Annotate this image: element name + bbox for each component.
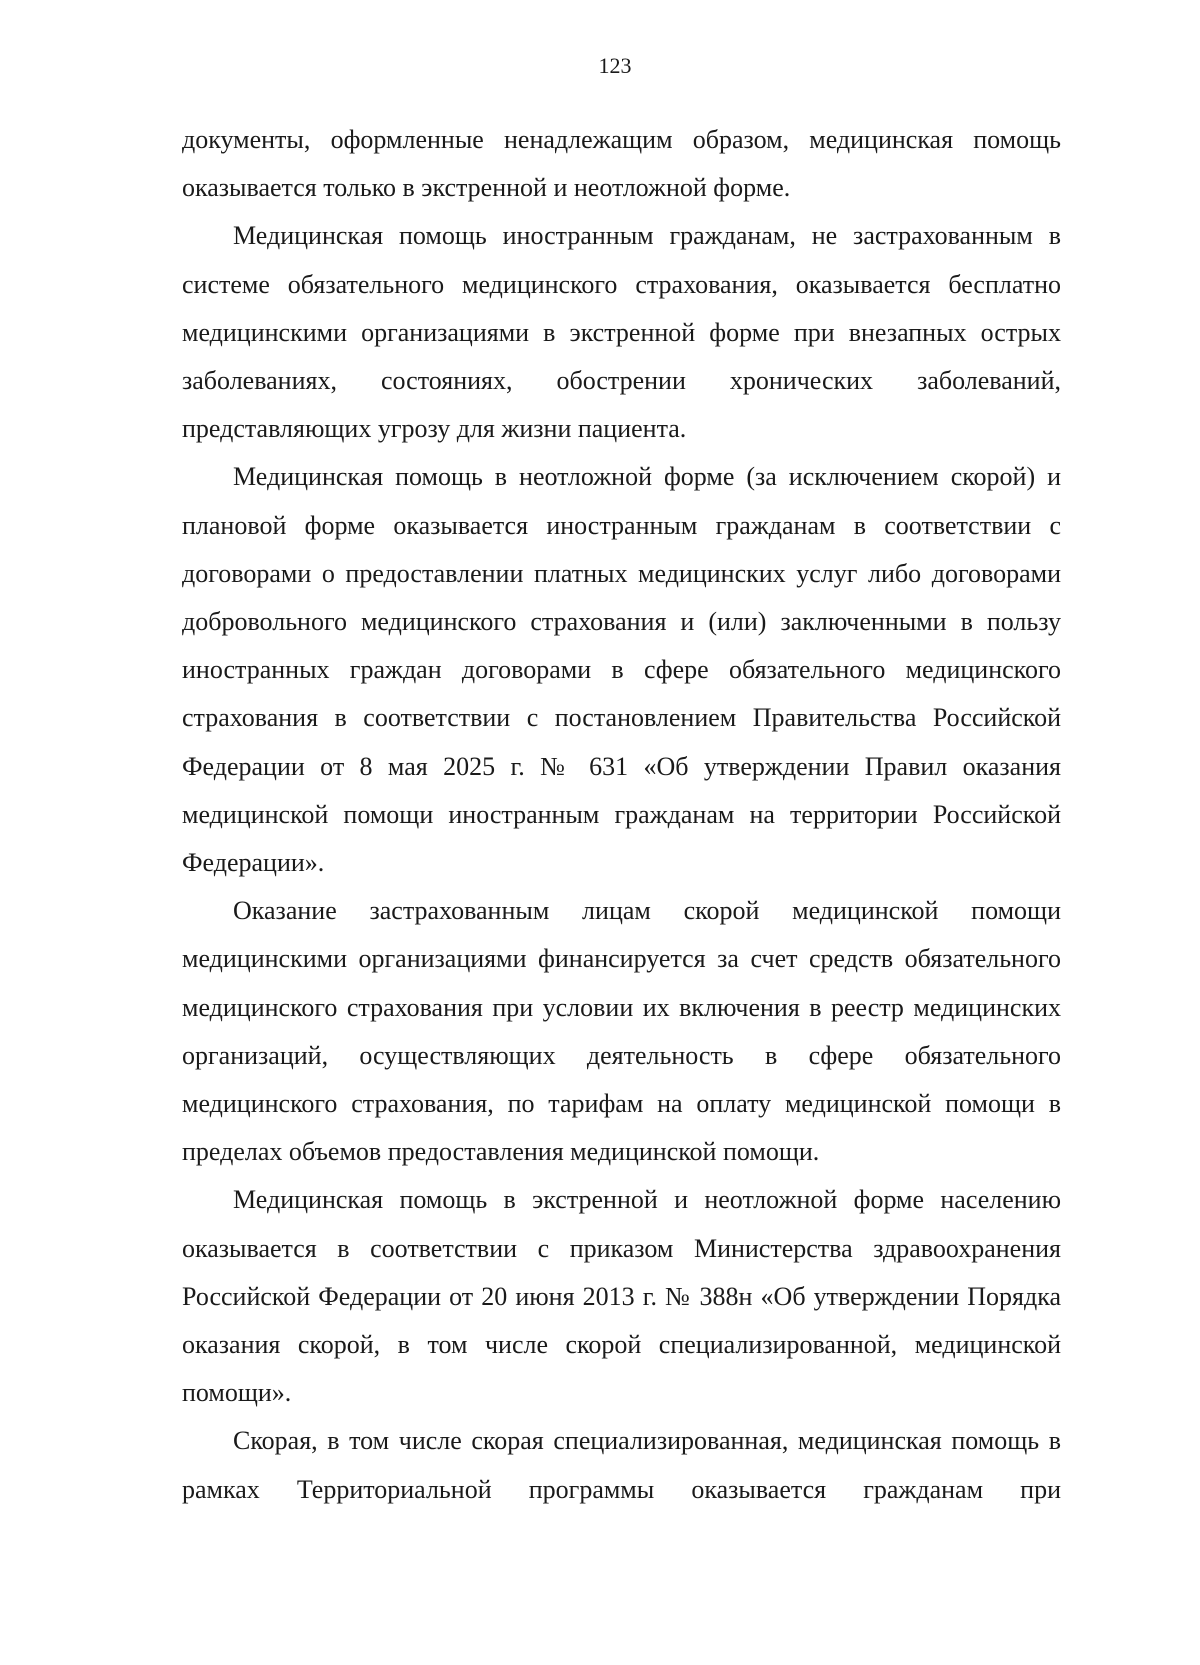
body-text [182,116,1061,1514]
paragraph: Оказание застрахованным лицам скорой медицинской помощи медицинскими организациями финансируется за счет средств обязательного медицинского страхования при условии их включения в реестр медицинских организаций, осуществляющих деятельность в сфере обязательного медицинского страхования, по тарифам на оплату медицинской помощи в пределах объемов предоставления медицинской помощи. [182,896,1061,1167]
page-number: 123 [598,53,632,78]
paragraph: Медицинская помощь в неотложной форме (за исключением скорой) и плановой форме оказывается иностранным гражданам в соответствии с договорами о предоставлении платных медицинских услуг либо договорами добровольного медицинского страхования и (или) заключенными в пользу иностранных граждан договорами в сфере обязательного медицинского страхования в соответствии с постановлением Правительства Российской Федерации от 8 мая 2025 г. № 631 «Об утверждении Правил оказания медицинской помощи иностранным гражданам на территории Российской Федерации». [182,462,1061,878]
paragraph: Скорая, в том числе скорая специализированная, медицинская помощь в рамках Территориальной программы оказывается гражданам при [182,1426,1061,1504]
paragraph: Медицинская помощь иностранным гражданам, не застрахованным в системе обязательного медицинского страхования, оказывается бесплатно медицинскими организациями в экстренной форме при внезапных острых заболеваниях, состояниях, обострении хронических заболеваний, представляющих угрозу для жизни пациента. [182,221,1061,444]
paragraph: документы, оформленные ненадлежащим образом, медицинская помощь оказывается только в экстренной и неотложной форме. [182,125,1061,203]
paragraph: Медицинская помощь в экстренной и неотложной форме населению оказывается в соответствии с приказом Министерства здравоохранения Российской Федерации от 20 июня 2013 г. № 388н «Об утверждении Порядка оказания скорой, в том числе скорой специализированной, медицинской помощи». [182,1185,1061,1408]
